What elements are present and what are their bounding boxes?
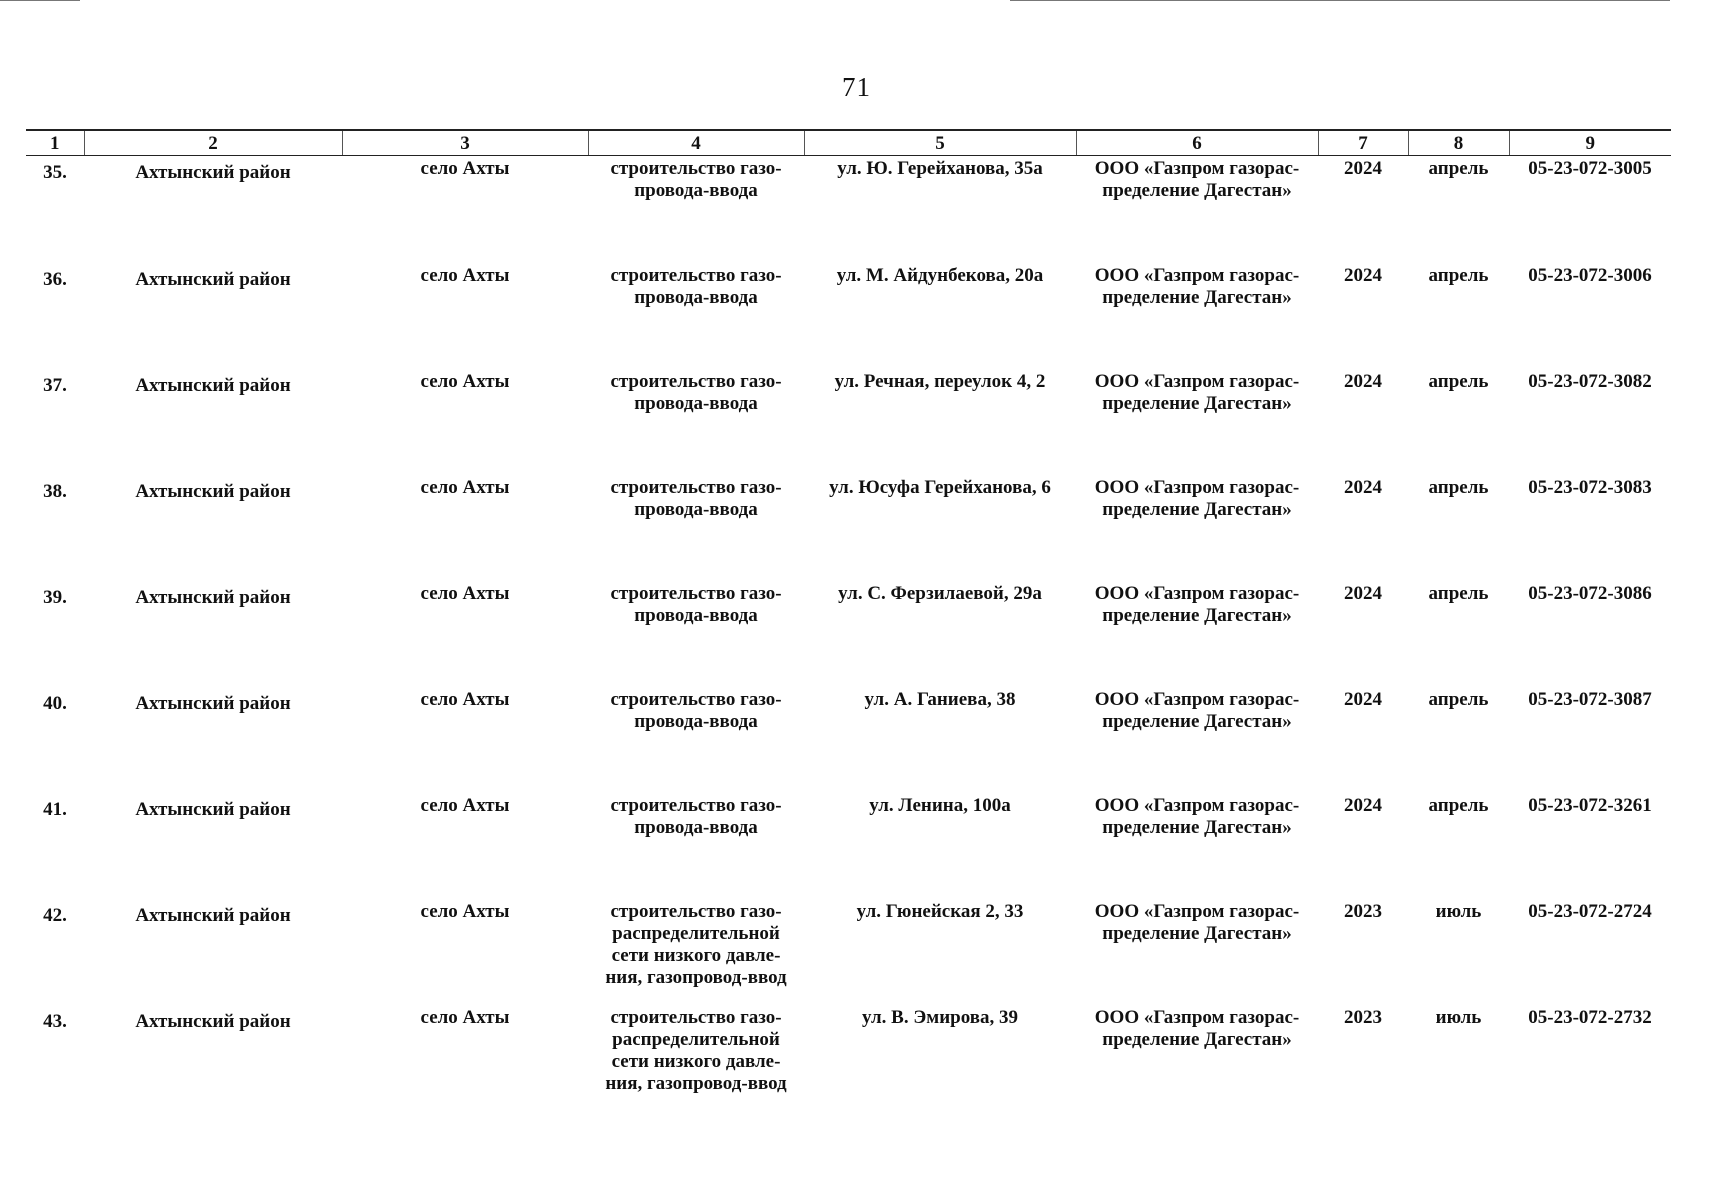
district-cell: Ахтынский район bbox=[135, 693, 291, 714]
year-cell: 2024 bbox=[1344, 583, 1382, 604]
row-number: 38. bbox=[43, 481, 67, 502]
locality-cell: село Ахты bbox=[420, 265, 510, 286]
row-number: 35. bbox=[43, 162, 67, 183]
page-number: 71 bbox=[842, 72, 871, 102]
scan-edge-right bbox=[1010, 0, 1670, 1]
locality-cell: село Ахты bbox=[420, 901, 510, 922]
address-cell: ул. М. Айдунбекова, 20а bbox=[836, 265, 1044, 286]
table-row bbox=[26, 899, 1671, 1005]
address-cell: ул. В. Эмирова, 39 bbox=[862, 1007, 1018, 1028]
work-description-cell: строительство газо- провода-ввода bbox=[610, 265, 782, 308]
table-row bbox=[26, 1005, 1671, 1111]
code-cell: 05-23-072-3082 bbox=[1528, 371, 1652, 392]
work-description-cell: строительство газо- провода-ввода bbox=[610, 689, 782, 732]
district-cell: Ахтынский район bbox=[135, 269, 291, 290]
organization-cell: ООО «Газпром газорас- пределение Дагестан» bbox=[1094, 477, 1300, 520]
district-cell: Ахтынский район bbox=[135, 1011, 291, 1032]
table-row bbox=[26, 475, 1671, 581]
locality-cell: село Ахты bbox=[420, 583, 510, 604]
year-cell: 2024 bbox=[1344, 371, 1382, 392]
row-number: 39. bbox=[43, 587, 67, 608]
address-cell: ул. Речная, переулок 4, 2 bbox=[834, 371, 1046, 392]
work-description-cell: строительство газо- провода-ввода bbox=[610, 158, 782, 201]
column-header: 9 bbox=[1509, 130, 1671, 156]
work-description-cell: строительство газо- провода-ввода bbox=[610, 371, 782, 414]
district-cell: Ахтынский район bbox=[135, 162, 291, 183]
month-cell: апрель bbox=[1428, 583, 1489, 604]
gas-connection-table bbox=[26, 129, 1671, 1111]
month-cell: июль bbox=[1435, 1007, 1482, 1028]
code-cell: 05-23-072-2724 bbox=[1528, 901, 1652, 922]
code-cell: 05-23-072-3261 bbox=[1528, 795, 1652, 816]
organization-cell: ООО «Газпром газорас- пределение Дагестан» bbox=[1094, 689, 1300, 732]
table-row bbox=[26, 581, 1671, 687]
code-cell: 05-23-072-3083 bbox=[1528, 477, 1652, 498]
address-cell: ул. А. Ганиева, 38 bbox=[864, 689, 1016, 710]
month-cell: апрель bbox=[1428, 477, 1489, 498]
district-cell: Ахтынский район bbox=[135, 905, 291, 926]
year-cell: 2024 bbox=[1344, 795, 1382, 816]
address-cell: ул. Гюнейская 2, 33 bbox=[856, 901, 1024, 922]
month-cell: апрель bbox=[1428, 158, 1489, 179]
locality-cell: село Ахты bbox=[420, 158, 510, 179]
district-cell: Ахтынский район bbox=[135, 587, 291, 608]
row-number: 40. bbox=[43, 693, 67, 714]
district-cell: Ахтынский район bbox=[135, 799, 291, 820]
column-header: 3 bbox=[342, 130, 588, 156]
table-row bbox=[26, 793, 1671, 899]
code-cell: 05-23-072-3086 bbox=[1528, 583, 1652, 604]
table-row bbox=[26, 687, 1671, 793]
locality-cell: село Ахты bbox=[420, 477, 510, 498]
address-cell: ул. Ленина, 100а bbox=[869, 795, 1011, 816]
organization-cell: ООО «Газпром газорас- пределение Дагестан» bbox=[1094, 1007, 1300, 1050]
work-description-cell: строительство газо- распределительной сети низкого давле- ния, газопровод-ввод bbox=[605, 901, 787, 988]
month-cell: апрель bbox=[1428, 265, 1489, 286]
work-description-cell: строительство газо- провода-ввода bbox=[610, 583, 782, 626]
work-description-cell: строительство газо- провода-ввода bbox=[610, 795, 782, 838]
row-number: 41. bbox=[43, 799, 67, 820]
code-cell: 05-23-072-3005 bbox=[1528, 158, 1652, 179]
month-cell: апрель bbox=[1428, 689, 1489, 710]
organization-cell: ООО «Газпром газорас- пределение Дагестан» bbox=[1094, 371, 1300, 414]
address-cell: ул. С. Ферзилаевой, 29а bbox=[838, 583, 1042, 604]
locality-cell: село Ахты bbox=[420, 1007, 510, 1028]
district-cell: Ахтынский район bbox=[135, 375, 291, 396]
table-row bbox=[26, 263, 1671, 369]
month-cell: апрель bbox=[1428, 371, 1489, 392]
code-cell: 05-23-072-2732 bbox=[1528, 1007, 1652, 1028]
data-table bbox=[26, 129, 1671, 1111]
locality-cell: село Ахты bbox=[420, 689, 510, 710]
row-number: 42. bbox=[43, 905, 67, 926]
month-cell: июль bbox=[1435, 901, 1482, 922]
code-cell: 05-23-072-3006 bbox=[1528, 265, 1652, 286]
row-number: 43. bbox=[43, 1011, 67, 1032]
column-header: 2 bbox=[84, 130, 342, 156]
organization-cell: ООО «Газпром газорас- пределение Дагестан» bbox=[1094, 901, 1300, 944]
year-cell: 2024 bbox=[1344, 689, 1382, 710]
code-cell: 05-23-072-3087 bbox=[1528, 689, 1652, 710]
column-number-row bbox=[26, 130, 1671, 156]
year-cell: 2024 bbox=[1344, 265, 1382, 286]
table-row bbox=[26, 156, 1671, 264]
organization-cell: ООО «Газпром газорас- пределение Дагестан» bbox=[1094, 265, 1300, 308]
table-row bbox=[26, 369, 1671, 475]
column-header: 5 bbox=[804, 130, 1076, 156]
column-header: 7 bbox=[1318, 130, 1408, 156]
address-cell: ул. Ю. Герейханова, 35а bbox=[837, 158, 1043, 179]
year-cell: 2023 bbox=[1344, 1007, 1382, 1028]
year-cell: 2023 bbox=[1344, 901, 1382, 922]
district-cell: Ахтынский район bbox=[135, 481, 291, 502]
work-description-cell: строительство газо- распределительной сети низкого давле- ния, газопровод-ввод bbox=[605, 1007, 787, 1094]
column-header: 8 bbox=[1408, 130, 1509, 156]
organization-cell: ООО «Газпром газорас- пределение Дагестан» bbox=[1094, 158, 1300, 201]
year-cell: 2024 bbox=[1344, 158, 1382, 179]
year-cell: 2024 bbox=[1344, 477, 1382, 498]
month-cell: апрель bbox=[1428, 795, 1489, 816]
row-number: 36. bbox=[43, 269, 67, 290]
locality-cell: село Ахты bbox=[420, 795, 510, 816]
organization-cell: ООО «Газпром газорас- пределение Дагестан» bbox=[1094, 583, 1300, 626]
column-header: 4 bbox=[588, 130, 804, 156]
organization-cell: ООО «Газпром газорас- пределение Дагестан» bbox=[1094, 795, 1300, 838]
address-cell: ул. Юсуфа Герейханова, 6 bbox=[829, 477, 1051, 498]
row-number: 37. bbox=[43, 375, 67, 396]
work-description-cell: строительство газо- провода-ввода bbox=[610, 477, 782, 520]
locality-cell: село Ахты bbox=[420, 371, 510, 392]
scan-edge-left bbox=[0, 0, 80, 1]
column-header: 6 bbox=[1076, 130, 1318, 156]
column-header: 1 bbox=[26, 130, 84, 156]
